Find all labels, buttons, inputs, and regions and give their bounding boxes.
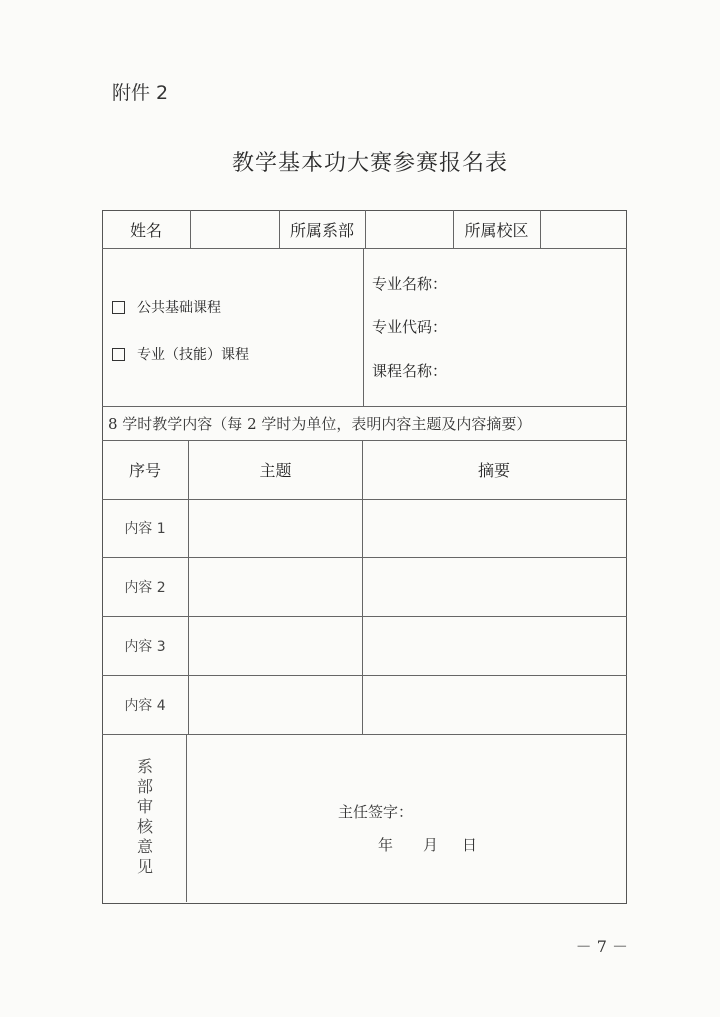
page-number: － 7 － — [575, 937, 628, 956]
attachment-label: 附件 2 — [112, 82, 169, 104]
form-title: 教学基本功大赛参赛报名表 — [231, 151, 508, 176]
department-label: 所属系部 — [289, 220, 354, 240]
date-day: 日 — [462, 836, 478, 854]
option-major-label: 专业（技能）课程 — [137, 347, 249, 363]
review-label — [102, 734, 186, 902]
major-code-label: 专业代码： — [372, 318, 448, 336]
option-major-course[interactable] — [112, 344, 249, 364]
content-instruction: 8 学时教学内容（每 2 学时为单位，表明内容主题及内容摘要） — [108, 415, 532, 433]
date-month: 月 — [423, 836, 439, 854]
department-field[interactable] — [366, 211, 452, 247]
row-label-3: 内容 3 — [124, 638, 166, 655]
director-signature-label: 主任签字： — [338, 803, 414, 821]
major-name-label: 专业名称： — [372, 275, 448, 293]
checkbox-icon[interactable] — [112, 301, 125, 314]
header-seq: 序号 — [128, 461, 161, 480]
course-name-label: 课程名称： — [372, 362, 448, 380]
date-year: 年 — [378, 836, 394, 854]
name-field[interactable] — [191, 211, 278, 247]
row-label-2: 内容 2 — [124, 579, 166, 596]
header-topic: 主题 — [259, 461, 292, 480]
row-label-4: 内容 4 — [124, 697, 166, 714]
name-label: 姓名 — [129, 220, 162, 240]
checkbox-icon[interactable] — [112, 348, 125, 361]
header-summary: 摘要 — [477, 461, 510, 480]
row-label-1: 内容 1 — [124, 521, 166, 537]
campus-field[interactable] — [541, 211, 625, 247]
option-public-label: 公共基础课程 — [137, 300, 221, 316]
option-public-course[interactable] — [112, 297, 221, 317]
review-label-text: 系部审核意见 — [134, 758, 154, 878]
campus-label: 所属校区 — [464, 220, 529, 240]
